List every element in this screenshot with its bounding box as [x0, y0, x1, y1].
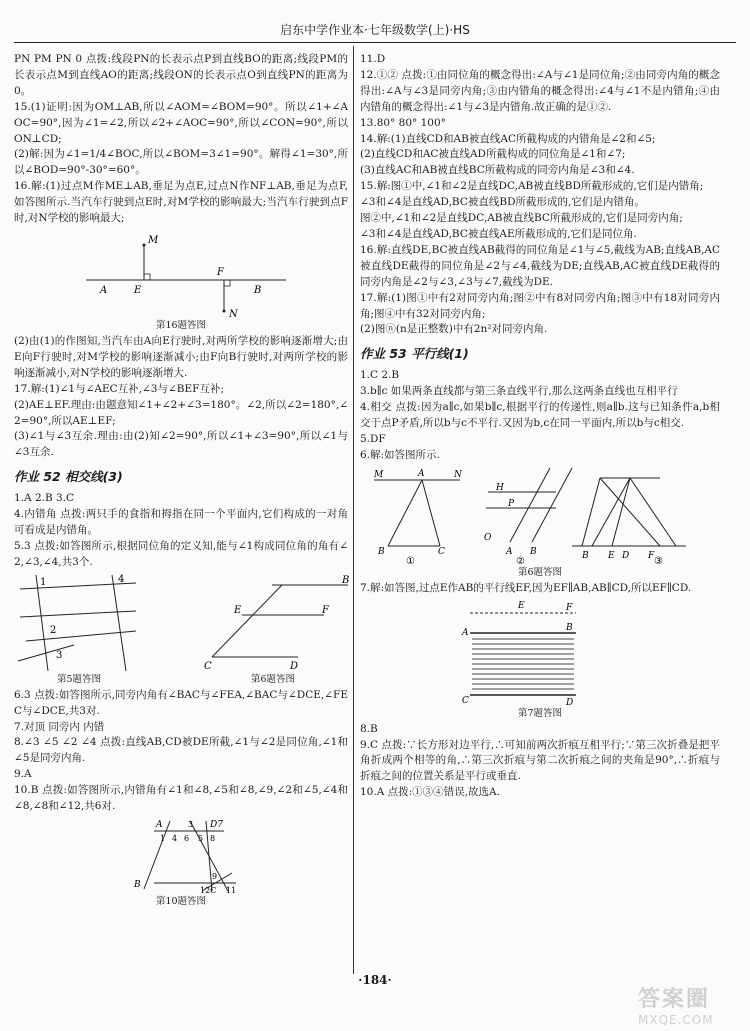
svg-text:N: N	[229, 308, 238, 320]
left-text-line: PN PM PN 0 点拨:线段PN的长表示点P到直线BO的距离;线段PM的长表示点M到直线AO的距离;线段ON的长表示点O到直线PN的距离为0。	[14, 53, 348, 97]
svg-text:D: D	[566, 697, 574, 708]
svg-text:H: H	[496, 482, 504, 493]
right-text-line: 6.解:如答图所示.	[360, 448, 440, 461]
svg-text:B: B	[530, 546, 537, 557]
right-text-line: 图②中,∠1和∠2是直线DC,AB被直线BC所截形成的,它们是同旁内角;	[360, 212, 683, 225]
right-text-line: 7.解:如答图,过点E作AB的平行线EF,因为EF∥AB,AB∥CD,所以EF∥CD.	[360, 581, 692, 594]
right-text-line: 3.b∥c 如果两条直线都与第三条直线平行,那么这两条直线也互相平行	[360, 385, 678, 398]
svg-text:N: N	[454, 469, 462, 480]
svg-text:M: M	[148, 234, 159, 246]
figure-5-diagram	[14, 573, 144, 673]
svg-text:P: P	[508, 498, 515, 509]
right-text-line: ∠3和∠4是直线AD,BC被直线AE所截形成的,它们是同位角.	[360, 227, 637, 240]
svg-text:F: F	[217, 266, 224, 278]
svg-text:O: O	[484, 532, 492, 543]
right-text-line: (2)直线CD和AC被直线AD所截构成的同位角是∠1和∠7;	[360, 148, 626, 161]
right-text-line: 10.A 点拨:①③④错误,故选A.	[360, 786, 500, 799]
svg-text:1: 1	[160, 834, 166, 843]
right-text-line: ∠3和∠4是直线AD,BC被直线BD所截形成的,它们是内错角。	[360, 196, 645, 209]
left-text-line: 15.(1)证明:因为OM⊥AB,所以∠AOM=∠BOM=90°。所以∠1+∠AOC=90°,因为∠1=∠2,所以∠2+∠AOC=90°,所以∠CON=90°,所以ON⊥CD;	[14, 100, 348, 145]
figure-16-caption: 第16题答图	[155, 319, 207, 331]
header-title: 启东中学作业本·七年级数学(上)·HS	[280, 23, 470, 37]
right-text-line: 5.DF	[360, 432, 386, 445]
svg-text:D: D	[622, 550, 630, 561]
left-text-line: 1.A 2.B 3.C	[14, 492, 75, 505]
right-text-line: 4.相交 点拨:因为a∥c,如果b∥c,根据平行的传递性,则a∥b.这与已知条件a,b相交于点P矛盾,所以b与c不平行.又因为b,c在同一平面内,所以b与c相交.	[360, 401, 720, 430]
svg-text:3: 3	[188, 820, 194, 829]
figure-6-label-3: ③	[654, 555, 663, 567]
svg-text:2: 2	[50, 624, 57, 636]
figure-6-parallel-caption: 第6题答图	[517, 566, 563, 578]
watermark-logo	[638, 982, 734, 1026]
svg-text:A: A	[462, 627, 469, 638]
page-number: ·184·	[358, 973, 392, 987]
svg-text:F: F	[566, 602, 573, 613]
figure-6-label-2: ②	[516, 555, 525, 567]
figure-10-caption: 第10题答图	[155, 896, 207, 907]
left-text-line: (2)解:因为∠1=1/4∠BOC,所以∠BOM=3∠1=90°。解得∠1=30°,所以∠BOD=90°-30°=60°。	[14, 148, 348, 177]
svg-text:E: E	[518, 600, 525, 611]
svg-text:4: 4	[118, 573, 125, 585]
left-text-line: (3)∠1与∠3互余.理由:由(2)知∠2=90°,所以∠1+∠3=90°,所以∠1与∠3互余.	[14, 430, 348, 459]
figure-7	[360, 599, 720, 720]
left-text-line: (2)AE⊥EF.理由:由题意知∠1+∠2+∠3=180°。∠2,所以∠2=180°,∠2=90°,所以AE⊥EF;	[14, 398, 348, 427]
svg-text:B: B	[566, 622, 573, 633]
figure-10	[14, 817, 348, 908]
svg-text:A: A	[100, 284, 108, 296]
svg-text:C: C	[204, 660, 212, 672]
figure-6-parallel	[360, 466, 720, 579]
page-header	[14, 18, 736, 43]
svg-text:B: B	[254, 284, 262, 296]
left-text-line: 10.B 点拨:如答图所示,内错角有∠1和∠8,∠5和∠8,∠9,∠2和∠5,∠4和∠8,∠8和∠12,共6对.	[14, 784, 348, 813]
section-heading-53: 作业 53 平行线(1)	[360, 346, 469, 362]
svg-text:D7: D7	[210, 820, 223, 830]
svg-text:12C: 12C	[200, 886, 217, 895]
left-text-line: 6.3 点拨:如答图所示,同旁内角有∠BAC与∠FEA,∠BAC与∠DCE,∠FEC与∠DCE,共3对.	[14, 688, 348, 717]
right-text-line: 16.解:直线DE,BC被直线AB截得的同位角是∠1与∠5,截线为AB;直线AB,AC被直线DE截得的同位角是∠2与∠4,截线为DE;直线AB,AC被直线DE截得的同旁内角是∠2与∠3,∠3与∠7,截线为DE.	[360, 243, 720, 288]
right-text-line: (3)直线AC和AB被直线BC所截构成的同旁内角是∠3和∠4.	[360, 164, 635, 177]
left-text-line: 5.3 点拨:如答图所示,根据同位角的定义知,能与∠1构成同位角的角有∠2,∠3,∠4,共3个.	[14, 539, 348, 568]
figure-7-diagram	[360, 599, 720, 707]
svg-text:B: B	[378, 546, 385, 557]
svg-text:F: F	[648, 550, 655, 561]
right-text-line: 13.80° 80° 100°	[360, 116, 446, 129]
svg-text:D: D	[290, 660, 299, 672]
figure-6-parallel-diagram	[360, 466, 720, 566]
figure-6	[198, 573, 348, 686]
right-text-line: 14.解:(1)直线CD和AB被直线AC所截构成的内错角是∠2和∠5;	[360, 132, 656, 145]
svg-text:E: E	[608, 550, 615, 561]
watermark-line-2: MXQE.COM	[638, 1013, 714, 1027]
right-text-line: (2)图ⓝ(n是正整数)中有2n²对同旁内角.	[360, 323, 548, 336]
svg-text:A: A	[156, 820, 163, 830]
svg-text:M: M	[374, 469, 384, 480]
right-text-line: 1.C 2.B	[360, 369, 400, 382]
right-text-line: 17.解:(1)图①中有2对同旁内角;图②中有8对同旁内角;图③中有18对同旁内角;图④中有32对同旁内角;	[360, 291, 720, 320]
svg-text:11: 11	[226, 886, 237, 895]
left-text-line: 9.A	[14, 768, 32, 781]
figure-16-diagram	[14, 229, 348, 319]
right-text-line: 15.解:图①中,∠1和∠2是直线DC,AB被直线BD所截形成的,它们是内错角;	[360, 180, 704, 193]
right-text-line: 12.①② 点拨:①由同位角的概念得出:∠A与∠1是同位角;②由同旁内角的概念得出:∠A与∠3是同旁内角;③由内错角的概念得出:∠4与∠1不是内错角;④由内错角的概念得出:∠1与∠3是内错角.故正确的是①②.	[360, 68, 720, 113]
svg-text:B: B	[582, 550, 589, 561]
watermark-line-1: 答案圈	[638, 987, 711, 1012]
figure-16	[14, 229, 348, 332]
svg-text:C: C	[462, 695, 469, 706]
figure-10-diagram	[14, 817, 348, 895]
right-text-line: 8.B	[360, 722, 378, 735]
section-heading-52: 作业 52 相交线(3)	[14, 469, 123, 485]
left-text-line: 7.对顶 同旁内 内错	[14, 720, 105, 733]
left-text-line: 4.内错角 点拨:两只手的食指和拇指在同一个平面内,它们构成的一对角可看成是内错角。	[14, 508, 348, 537]
svg-text:C: C	[438, 546, 445, 557]
svg-text:8: 8	[210, 834, 216, 843]
figure-7-caption: 第7题答图	[517, 707, 563, 719]
svg-text:E: E	[134, 284, 142, 296]
left-text-line: (2)由(1)的作图知,当汽车由A向E行驶时,对两所学校的影响逐渐增大;由E向F行驶时,对M学校的影响逐渐减小;由F向B行驶时,对两所学校的影响逐渐减小,对N学校的影响逐渐增大.	[14, 334, 348, 379]
left-text-line: 17.解:(1)∠1与∠AEC互补,∠3与∠BEF互补;	[14, 382, 224, 395]
figure-6-caption: 第6题答图	[250, 673, 296, 685]
left-text-line: 8.∠3 ∠5 ∠2 ∠4 点拨:直线AB,CD被DE所截,∠1与∠2是同位角,∠1和∠5是同旁内角.	[14, 736, 348, 765]
svg-text:B: B	[134, 880, 141, 890]
figure-5	[14, 573, 144, 686]
right-text-line: 11.D	[360, 53, 386, 65]
svg-text:E: E	[234, 604, 242, 616]
column-divider	[353, 46, 354, 974]
figure-6-diagram	[198, 573, 348, 673]
right-column	[360, 52, 720, 801]
svg-text:3: 3	[56, 649, 63, 661]
svg-text:A: A	[506, 546, 513, 557]
left-column	[14, 52, 348, 910]
right-text-line: 9.C 点拨:∵长方形对边平行,∴可知前两次折痕互相平行;∵第三次折叠是把平角折成两个相等的角,∴第三次折痕与第二次折痕之间的夹角是90°,∴折痕与折痕之间的位置关系是平行或垂直.	[360, 738, 720, 783]
svg-text:B: B	[342, 574, 350, 586]
svg-text:1: 1	[40, 576, 47, 588]
svg-text:F: F	[322, 604, 329, 616]
left-text-line: 16.解:(1)过点M作ME⊥AB,垂足为点E,过点N作NF⊥AB,垂足为点F,如答图所示.当汽车行驶到点E时,对M学校的影响最大;当汽车行驶到点F时,对N学校的影响最大;	[14, 180, 348, 225]
figure-6-label-1: ①	[406, 555, 415, 567]
figure-5-caption: 第5题答图	[56, 673, 102, 685]
svg-text:A: A	[418, 468, 425, 479]
svg-text:4: 4	[172, 834, 178, 843]
figures-5-6	[14, 571, 348, 688]
svg-text:5: 5	[198, 834, 204, 843]
svg-text:9: 9	[212, 872, 218, 881]
svg-text:6: 6	[184, 834, 190, 843]
